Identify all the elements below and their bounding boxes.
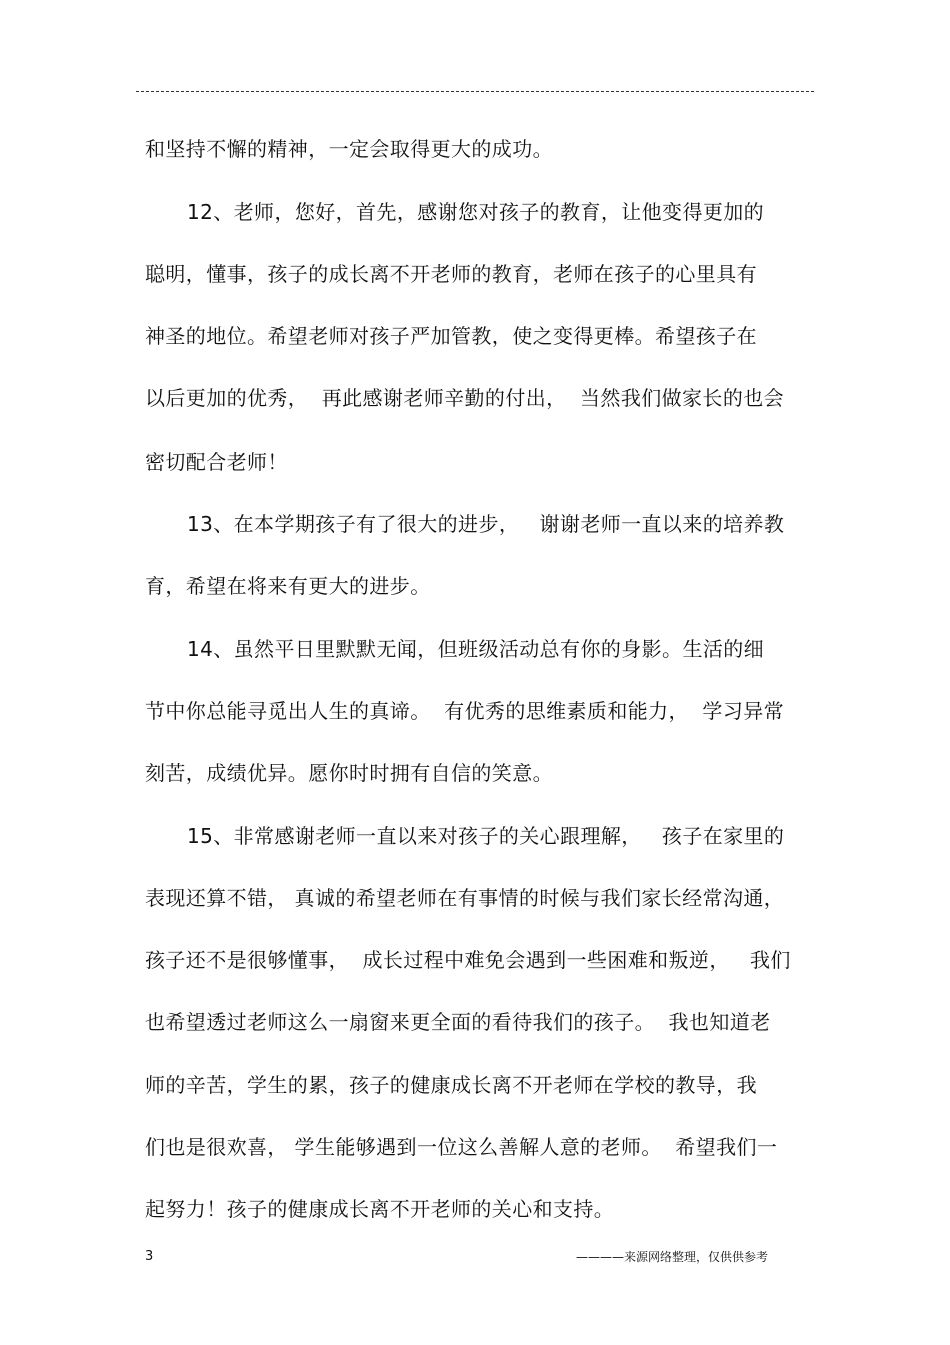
text-line: 12、老师，您好，首先，感谢您对孩子的教育，让他变得更加的 <box>187 200 765 224</box>
text-line: 密切配合老师！ <box>145 450 288 474</box>
header-divider <box>136 91 814 92</box>
footer-source-note: ————来源网络整理，仅供供参考 <box>576 1250 769 1264</box>
text-line: 表现还算不错， 真诚的希望老师在有事情的时候与我们家长经常沟通， <box>145 886 785 910</box>
text-line: 也希望透过老师这么一扇窗来更全面的看待我们的孩子。 我也知道老 <box>145 1010 771 1034</box>
text-line: 刻苦，成绩优异。愿你时时拥有自信的笑意。 <box>145 761 553 785</box>
text-line: 13、在本学期孩子有了很大的进步， 谢谢老师一直以来的培养教 <box>187 512 785 536</box>
text-line: 孩子还不是很够懂事， 成长过程中难免会遇到一些困难和叛逆， 我们 <box>145 948 791 972</box>
text-line: 节中你总能寻觅出人生的真谛。 有优秀的思维素质和能力， 学习异常 <box>145 699 785 723</box>
text-line: 聪明，懂事，孩子的成长离不开老师的教育，老师在孩子的心里具有 <box>145 262 757 286</box>
text-line: 起努力！孩子的健康成长离不开老师的关心和支持。 <box>145 1197 615 1221</box>
page-number: 3 <box>145 1249 154 1264</box>
text-line: 神圣的地位。希望老师对孩子严加管教，使之变得更棒。希望孩子在 <box>145 324 757 348</box>
text-line: 14、虽然平日里默默无闻，但班级活动总有你的身影。生活的细 <box>187 637 765 661</box>
text-line: 15、非常感谢老师一直以来对孩子的关心跟理解， 孩子在家里的 <box>187 824 785 848</box>
text-line: 以后更加的优秀， 再此感谢老师辛勤的付出， 当然我们做家长的也会 <box>145 386 785 410</box>
text-line: 育，希望在将来有更大的进步。 <box>145 574 431 598</box>
text-line: 和坚持不懈的精神，一定会取得更大的成功。 <box>145 137 553 161</box>
text-line: 师的辛苦，学生的累，孩子的健康成长离不开老师在学校的教导，我 <box>145 1073 757 1097</box>
text-line: 们也是很欢喜， 学生能够遇到一位这么善解人意的老师。 希望我们一 <box>145 1135 778 1159</box>
